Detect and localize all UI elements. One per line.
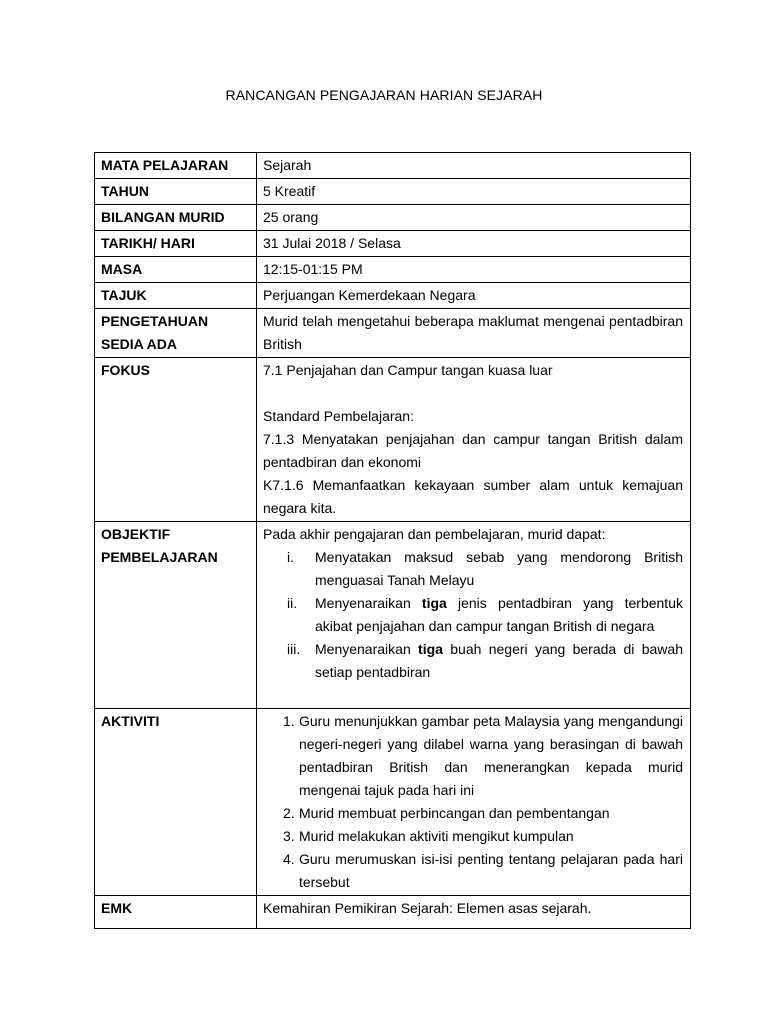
label-tajuk: TAJUK — [95, 283, 257, 309]
value-tahun: 5 Kreatif — [257, 179, 691, 205]
row-pengetahuan-sedia-ada — [95, 309, 691, 358]
document-title: RANCANGAN PENGAJARAN HARIAN SEJARAH — [225, 87, 543, 103]
fokus-standard-heading: Standard Pembelajaran: — [263, 408, 414, 424]
label-objektif-line2: PEMBELAJARAN — [101, 549, 218, 565]
fokus-standard-1: 7.1.3 Menyatakan penjajahan dan campur tangan British dalam pentadbiran dan ekonomi — [263, 431, 683, 470]
objektif-item-marker: iii. — [287, 641, 301, 657]
label-tahun: TAHUN — [95, 179, 257, 205]
value-aktiviti — [257, 709, 691, 896]
aktiviti-item — [263, 848, 683, 894]
aktiviti-list — [263, 710, 683, 894]
value-objektif-pembelajaran — [257, 522, 691, 709]
aktiviti-item-text: Murid membuat perbincangan dan pembentangan — [299, 805, 610, 821]
aktiviti-item-text: Murid melakukan aktiviti mengikut kumpulan — [299, 828, 574, 844]
label-pengetahuan-line1: PENGETAHUAN — [101, 313, 209, 329]
aktiviti-item — [263, 710, 683, 802]
objektif-item-text-part: buah negeri yang berada di bawah setiap pentadbiran — [315, 641, 683, 680]
lesson-plan-table — [94, 152, 691, 929]
objektif-spacer — [263, 684, 683, 707]
row-fokus — [95, 358, 691, 522]
objektif-item-bold: tiga — [421, 595, 447, 611]
row-masa — [95, 257, 691, 283]
objektif-item-text — [315, 592, 683, 638]
objektif-list — [263, 546, 683, 684]
row-emk — [95, 896, 691, 929]
objektif-item — [263, 546, 683, 592]
fokus-standard-2: K7.1.6 Memanfaatkan kekayaan sumber alam untuk kemajuan negara kita. — [263, 477, 683, 516]
label-aktiviti: AKTIVITI — [95, 709, 257, 896]
label-pengetahuan-sedia-ada — [95, 309, 257, 358]
row-bilangan-murid — [95, 205, 691, 231]
value-emk: Kemahiran Pemikiran Sejarah: Elemen asas sejarah. — [257, 896, 691, 929]
objektif-item-text — [315, 638, 683, 684]
aktiviti-item-marker: 1. — [283, 713, 295, 729]
label-tarikh-hari: TARIKH/ HARI — [95, 231, 257, 257]
row-tarikh-hari — [95, 231, 691, 257]
label-objektif-pembelajaran — [95, 522, 257, 709]
objektif-item — [263, 592, 683, 638]
label-fokus: FOKUS — [95, 358, 257, 522]
value-mata-pelajaran: Sejarah — [257, 153, 691, 179]
row-tajuk — [95, 283, 691, 309]
aktiviti-item-marker: 3. — [283, 828, 295, 844]
label-mata-pelajaran: MATA PELAJARAN — [95, 153, 257, 179]
label-masa: MASA — [95, 257, 257, 283]
label-pengetahuan-line2: SEDIA ADA — [101, 336, 177, 352]
label-bilangan-murid: BILANGAN MURID — [95, 205, 257, 231]
label-objektif-line1: OBJEKTIF — [101, 526, 171, 542]
objektif-item-text-part: Menyatakan maksud sebab yang mendorong British menguasai Tanah Melayu — [315, 549, 683, 588]
row-tahun — [95, 179, 691, 205]
aktiviti-item-marker: 2. — [283, 805, 295, 821]
row-objektif-pembelajaran — [95, 522, 691, 709]
aktiviti-item — [263, 825, 683, 848]
fokus-spacer — [263, 382, 683, 405]
label-emk: EMK — [95, 896, 257, 929]
objektif-item-marker: ii. — [287, 595, 298, 611]
objektif-item-text-part: jenis pentadbiran yang terbentuk akibat penjajahan dan campur tangan British di negara — [315, 595, 683, 634]
objektif-item-marker: i. — [287, 549, 294, 565]
aktiviti-item-text: Guru merumuskan isi-isi penting tentang pelajaran pada hari tersebut — [299, 851, 683, 890]
value-tarikh-hari: 31 Julai 2018 / Selasa — [257, 231, 691, 257]
value-pengetahuan-sedia-ada: Murid telah mengetahui beberapa maklumat mengenai pentadbiran British — [257, 309, 691, 358]
value-bilangan-murid: 25 orang — [257, 205, 691, 231]
value-masa: 12:15-01:15 PM — [257, 257, 691, 283]
objektif-item-text-part: Menyenaraikan — [315, 641, 419, 657]
row-aktiviti — [95, 709, 691, 896]
row-mata-pelajaran — [95, 153, 691, 179]
aktiviti-item — [263, 802, 683, 825]
aktiviti-item-marker: 4. — [283, 851, 295, 867]
objektif-intro: Pada akhir pengajaran dan pembelajaran, murid dapat: — [263, 526, 606, 542]
value-tajuk: Perjuangan Kemerdekaan Negara — [257, 283, 691, 309]
objektif-item-text-part: Menyenaraikan — [315, 595, 422, 611]
objektif-item-bold: tiga — [418, 641, 443, 657]
fokus-line1: 7.1 Penjajahan dan Campur tangan kuasa luar — [263, 362, 553, 378]
aktiviti-item-text: Guru menunjukkan gambar peta Malaysia yang mengandungi negeri-negeri yang dilabel warna yang berasingan di bawah pentadbiran British dan menerangkan kepada murid mengenai tajuk pada hari ini — [299, 713, 683, 798]
objektif-item-text — [315, 546, 683, 592]
objektif-item — [263, 638, 683, 684]
value-fokus — [257, 358, 691, 522]
